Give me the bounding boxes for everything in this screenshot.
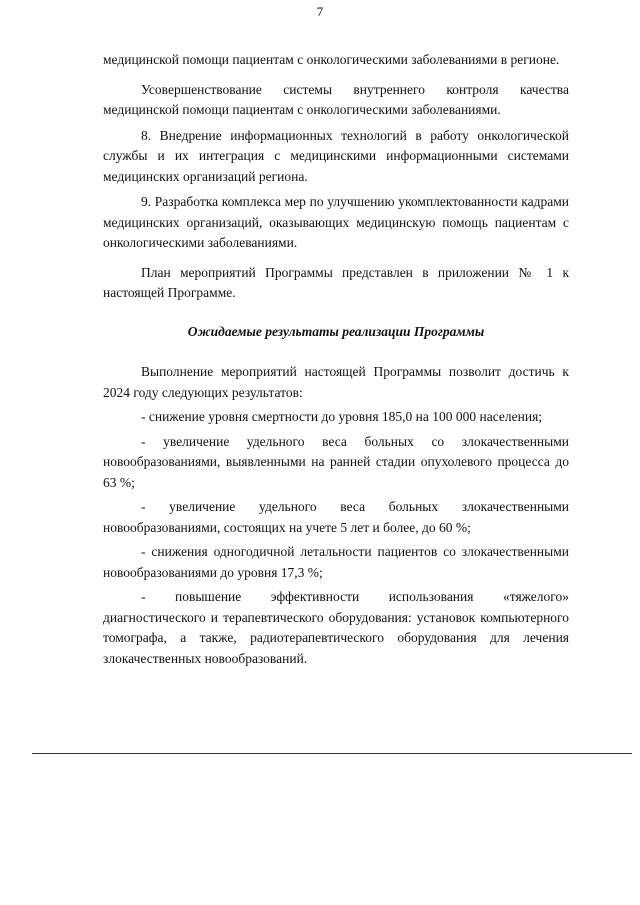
footer-divider xyxy=(32,753,632,754)
paragraph-item-9: 9. Разработка комплекса мер по улучшению укомплектованности кадрами медицинских организаций, оказывающих медицинскую помощь пациентам с онкологическими заболеваниями. xyxy=(103,194,569,250)
paragraph-intro: Выполнение мероприятий настоящей Программы позволит достичь к 2024 году следующих результатов: xyxy=(103,364,569,400)
paragraph-quality-control: Усовершенствование системы внутреннего контроля качества медицинской помощи пациентам с онкологическими заболеваниями. xyxy=(103,81,569,117)
result-item-early-detection: - увеличение удельного веса больных со злокачественными новообразованиями, выявленными на ранней стадии опухолевого процесса до 63 %; xyxy=(103,433,569,490)
paragraph-plan: План мероприятий Программы представлен в приложении № 1 к настоящей Программе. xyxy=(103,264,569,300)
paragraph-item-8: 8. Внедрение информационных технологий в работу онкологической службы и их интеграция с медицинскими информационными системами медицинских организаций региона. xyxy=(103,127,569,184)
result-item-mortality: - снижение уровня смертности до уровня 185,0 на 100 000 населения; xyxy=(141,409,543,424)
results-list xyxy=(103,407,569,669)
paragraph-continuation: медицинской помощи пациентам с онкологическими заболеваниями в регионе. xyxy=(103,52,560,67)
document-body xyxy=(103,50,569,669)
section-heading: Ожидаемые результаты реализации Программы xyxy=(187,323,485,339)
result-item-five-year: - увеличение удельного веса больных злокачественными новообразованиями, состоящих на учете 5 лет и более, до 60 %; xyxy=(103,499,569,535)
page-number: 7 xyxy=(316,4,324,19)
result-item-equipment: - повышение эффективности использования «тяжелого» диагностического и терапевтического оборудования: установок компьютерного томографа, а также, радиотерапевтического оборудования для лечения злокачественных новообразований. xyxy=(103,589,569,666)
result-item-lethality: - снижения одногодичной летальности пациентов со злокачественными новообразованиями до уровня 17,3 %; xyxy=(103,544,569,580)
